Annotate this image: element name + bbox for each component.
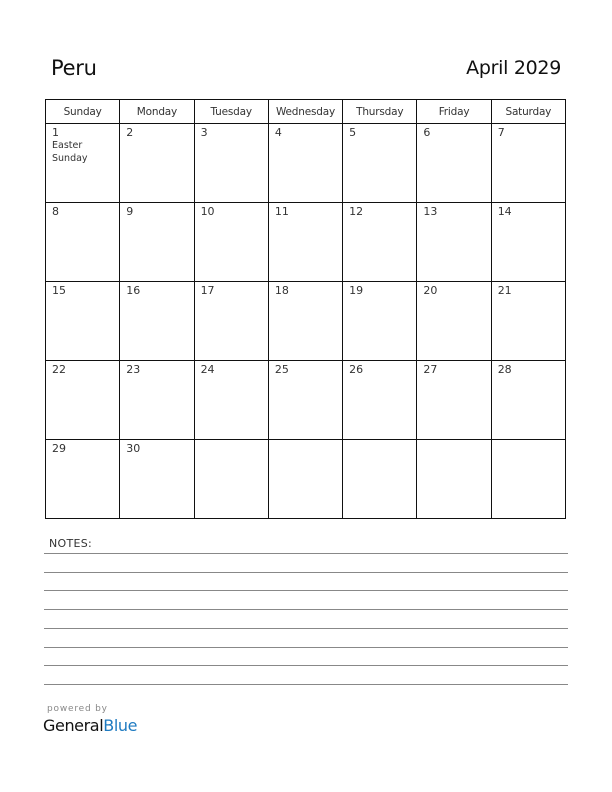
week-row [46, 203, 566, 282]
day-number: 28 [497, 363, 512, 376]
day-cell[interactable] [268, 124, 342, 203]
day-cell[interactable] [417, 440, 491, 519]
country-title: Peru [51, 56, 97, 80]
day-number: 25 [274, 363, 289, 376]
note-line [44, 609, 568, 610]
day-cell[interactable] [120, 124, 194, 203]
day-cell[interactable] [343, 440, 417, 519]
day-number: 10 [200, 205, 215, 218]
note-line [44, 553, 568, 554]
day-number: 16 [126, 284, 141, 297]
day-cell[interactable] [491, 124, 565, 203]
day-number: 18 [274, 284, 289, 297]
weekday-header: Friday [417, 100, 491, 124]
day-cell[interactable] [491, 361, 565, 440]
day-number: 24 [200, 363, 215, 376]
day-number: 19 [349, 284, 364, 297]
day-number: 3 [200, 126, 208, 139]
week-row [46, 440, 566, 519]
week-row [46, 124, 566, 203]
generalblue-logo [43, 716, 137, 735]
day-number: 23 [126, 363, 141, 376]
note-line [44, 628, 568, 629]
day-cell[interactable] [417, 282, 491, 361]
day-cell[interactable] [268, 282, 342, 361]
weekday-header: Thursday [343, 100, 417, 124]
weekday-header: Tuesday [194, 100, 268, 124]
day-number: 22 [52, 363, 66, 376]
powered-by-text: powered by [47, 704, 108, 714]
month-year-title: April 2029 [466, 57, 561, 79]
week-row [46, 282, 566, 361]
day-cell[interactable] [120, 282, 194, 361]
weekday-header: Saturday [491, 100, 565, 124]
day-number: 12 [349, 205, 364, 218]
day-cell[interactable] [491, 203, 565, 282]
day-cell[interactable] [46, 203, 120, 282]
notes-label: NOTES: [49, 537, 93, 550]
day-cell[interactable] [491, 440, 565, 519]
brand-general: General [43, 716, 104, 735]
day-cell[interactable] [120, 440, 194, 519]
day-cell[interactable] [343, 203, 417, 282]
day-cell[interactable] [194, 282, 268, 361]
day-cell[interactable] [120, 203, 194, 282]
day-cell[interactable] [194, 203, 268, 282]
day-number: 2 [126, 126, 134, 139]
day-number: 5 [349, 126, 357, 139]
note-line [44, 684, 568, 685]
day-cell[interactable] [46, 440, 120, 519]
day-number: 29 [52, 442, 66, 455]
day-cell[interactable] [343, 282, 417, 361]
weekday-header: Sunday [46, 100, 120, 124]
note-line [44, 665, 568, 666]
day-number: 7 [497, 126, 505, 139]
brand-blue: Blue [103, 716, 138, 735]
weekday-header: Monday [120, 100, 194, 124]
day-number: 21 [497, 284, 512, 297]
day-number: 13 [423, 205, 438, 218]
day-number: 4 [274, 126, 282, 139]
day-cell[interactable] [417, 361, 491, 440]
day-cell[interactable] [343, 124, 417, 203]
day-cell[interactable] [343, 361, 417, 440]
day-cell[interactable] [194, 124, 268, 203]
day-cell[interactable] [120, 361, 194, 440]
day-cell[interactable] [194, 361, 268, 440]
weekday-header: Wednesday [268, 100, 342, 124]
day-number: 27 [423, 363, 438, 376]
note-line [44, 572, 568, 573]
day-number: 11 [274, 205, 289, 218]
day-cell[interactable] [46, 124, 120, 203]
calendar-grid [45, 99, 566, 519]
day-number: 6 [423, 126, 431, 139]
day-number: 17 [200, 284, 215, 297]
day-cell[interactable] [417, 203, 491, 282]
day-number: 9 [126, 205, 134, 218]
day-number: 15 [52, 284, 66, 297]
holiday-label: Easter Sunday [52, 140, 88, 164]
day-cell[interactable] [46, 361, 120, 440]
day-cell[interactable] [491, 282, 565, 361]
day-number: 8 [52, 205, 59, 218]
day-cell[interactable] [417, 124, 491, 203]
day-number: 14 [497, 205, 512, 218]
day-cell[interactable] [194, 440, 268, 519]
day-cell[interactable] [46, 282, 120, 361]
day-number: 30 [126, 442, 141, 455]
day-cell[interactable] [268, 440, 342, 519]
day-cell[interactable] [268, 361, 342, 440]
day-number: 20 [423, 284, 438, 297]
day-number: 26 [349, 363, 364, 376]
note-line [44, 647, 568, 648]
day-number: 1 [52, 126, 59, 139]
week-row [46, 361, 566, 440]
weekday-header-row [46, 100, 566, 124]
note-line [44, 590, 568, 591]
day-cell[interactable] [268, 203, 342, 282]
